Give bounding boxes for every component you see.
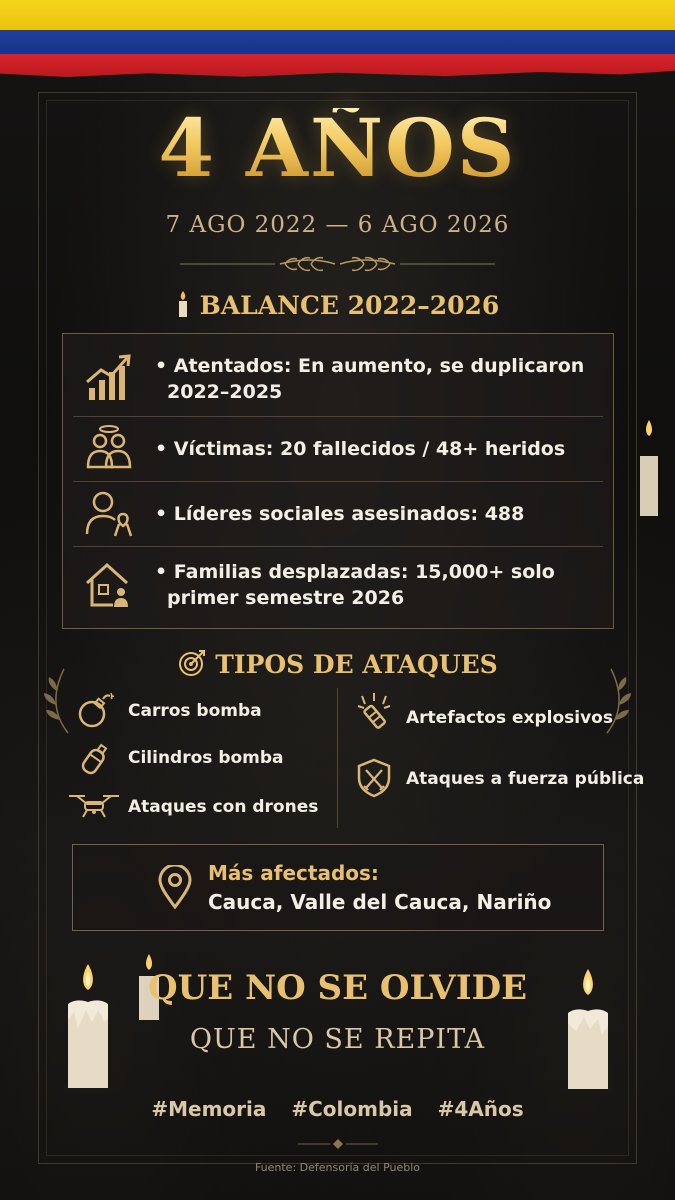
rising-chart-icon [83, 352, 135, 404]
balance-panel [62, 333, 614, 629]
flag-red-stripe [0, 54, 675, 78]
hashtag[interactable]: #4Años [437, 1097, 524, 1121]
attack-type-label: Cilindros bomba [128, 748, 284, 768]
shield-swords-icon [356, 758, 392, 798]
candle-icon [176, 290, 190, 318]
ornament-divider-icon [298, 1138, 378, 1150]
balance-item-line2: primer semestre 2026 [167, 587, 405, 609]
balance-heading-row [0, 290, 675, 320]
explosive-icon [354, 692, 394, 732]
balance-item-line1: • Víctimas: 20 fallecidos / 48+ heridos [155, 438, 566, 460]
balance-item [63, 482, 613, 546]
flag-blue-stripe [0, 30, 675, 54]
candle-side-icon [632, 418, 666, 518]
balance-heading: BALANCE 2022–2026 [199, 291, 500, 320]
attack-type-label: Artefactos explosivos [406, 708, 613, 728]
balance-item [63, 417, 613, 481]
hashtags [0, 1097, 675, 1121]
hashtag[interactable]: #Memoria [151, 1097, 267, 1121]
colombia-flag [0, 0, 675, 80]
laurel-left-icon [38, 665, 74, 735]
attack-type-label: Ataques a fuerza pública [406, 769, 645, 789]
target-icon [177, 648, 207, 678]
house-family-icon [83, 559, 135, 611]
date-range: 7 AGO 2022 — 6 AGO 2026 [165, 212, 510, 238]
gas-cylinder-icon [78, 740, 112, 778]
balance-item [63, 344, 613, 416]
most-affected-regions: Cauca, Valle del Cauca, Nariño [208, 890, 552, 914]
balance-item-line1: • Atentados: En aumento, se duplicaron [155, 355, 585, 377]
attack-column-divider [337, 688, 338, 828]
balance-item [63, 547, 613, 623]
laurel-divider-icon [180, 254, 495, 274]
hashtag[interactable]: #Colombia [291, 1097, 413, 1121]
slogan-primary: QUE NO SE OLVIDE [147, 968, 528, 1008]
most-affected-label: Más afectados: [208, 861, 379, 885]
most-affected-panel [72, 844, 604, 931]
attacks-heading: TIPOS DE ATAQUES [215, 650, 498, 679]
attack-type-label: Ataques con drones [128, 797, 319, 817]
source-credit: Fuente: Defensoría del Pueblo [254, 1161, 421, 1174]
flag-yellow-stripe [0, 0, 675, 30]
page-title: 4 AÑOS [0, 108, 675, 188]
drone-icon [67, 790, 121, 820]
attack-type-label: Carros bomba [128, 701, 262, 721]
slogan-secondary: QUE NO SE REPITA [189, 1024, 486, 1055]
leader-ribbon-icon [83, 488, 135, 540]
bomb-icon [76, 692, 116, 730]
balance-item-line1: • Líderes sociales asesinados: 488 [155, 503, 525, 525]
victims-icon [83, 423, 135, 475]
balance-item-line1: • Familias desplazadas: 15,000+ solo [155, 561, 555, 583]
location-pin-icon [158, 865, 192, 909]
attacks-heading-row [0, 648, 675, 679]
balance-item-line2: 2022–2025 [167, 381, 283, 403]
